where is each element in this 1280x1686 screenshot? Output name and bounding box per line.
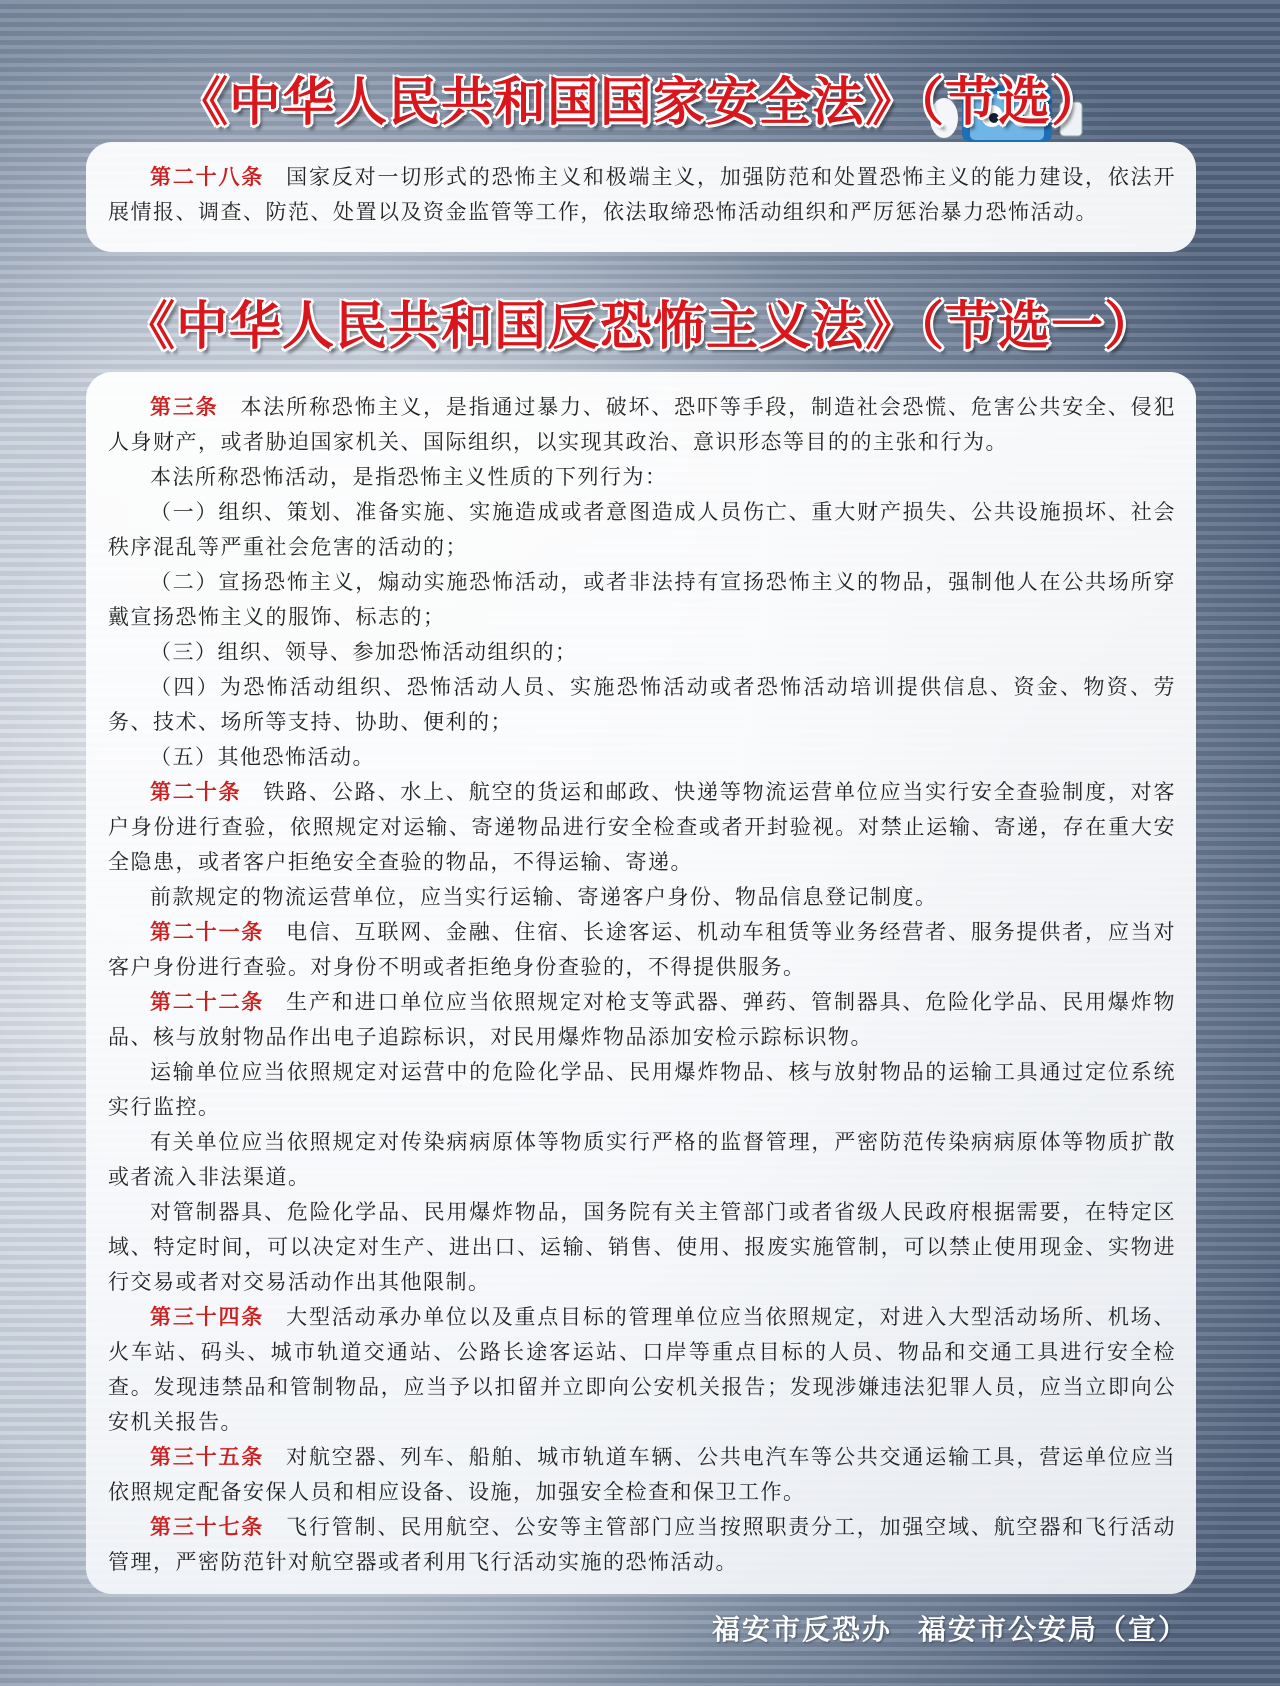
article-label: 第三十四条 [150, 1305, 265, 1329]
article-label: 第三条 [150, 395, 219, 419]
article-text: 生产和进口单位应当依照规定对枪支等武器、弹药、管制器具、危险化学品、民用爆炸物品、核与放射物品作出电子追踪标识，对民用爆炸物品添加安检示踪标识物。 [108, 990, 1177, 1049]
article-text: 对管制器具、危险化学品、民用爆炸物品，国务院有关主管部门或者省级人民政府根据需要，在特定区域、特定时间，可以决定对生产、进出口、运输、销售、使用、报废实施管制，可以禁止使用现金、实物进行交易或者对交易活动作出其他限制。 [108, 1200, 1176, 1294]
footer-publisher [712, 1608, 1188, 1648]
card-counterterrorism-law [86, 372, 1196, 1594]
footer-org-anti-terror-office: 福安市反恐办 [711, 1613, 892, 1646]
article-text: （四）为恐怖活动组织、恐怖活动人员、实施恐怖活动或者恐怖活动培训提供信息、资金、物资、劳务、技术、场所等支持、协助、便利的； [108, 675, 1176, 734]
article-text: 运输单位应当依照规定对运营中的危险化学品、民用爆炸物品、核与放射物品的运输工具通过定位系统实行监控。 [108, 1060, 1176, 1119]
paragraph [108, 915, 1176, 985]
article-text: 国家反对一切形式的恐怖主义和极端主义，加强防范和处置恐怖主义的能力建设，依法开展情报、调查、防范、处置以及资金监管等工作，依法取缔恐怖活动组织和严厉惩治暴力恐怖活动。 [108, 165, 1177, 224]
article-text: （一）组织、策划、准备实施、实施造成或者意图造成人员伤亡、重大财产损失、公共设施损坏、社会秩序混乱等严重社会危害的活动的； [108, 500, 1176, 559]
paragraph [108, 1125, 1176, 1195]
article-label: 第二十二条 [150, 990, 265, 1014]
paragraph [108, 390, 1176, 460]
article-text: （五）其他恐怖活动。 [150, 745, 375, 769]
card-national-security-law [86, 142, 1196, 252]
section-title-counterterrorism-law: 《中华人民共和国反恐怖主义法》（节选一） [122, 297, 1157, 357]
paragraph [108, 740, 1176, 775]
paragraph [108, 985, 1176, 1055]
article-text: 飞行管制、民用航空、公安等主管部门应当按照职责分工，加强空域、航空器和飞行活动管理，严密防范针对航空器或者利用飞行活动实施的恐怖活动。 [108, 1515, 1177, 1574]
paragraph [108, 1055, 1176, 1125]
article-label: 第三十五条 [150, 1445, 265, 1469]
article-label: 第二十条 [150, 780, 242, 804]
article-text: 前款规定的物流运营单位，应当实行运输、寄递客户身份、物品信息登记制度。 [150, 885, 938, 909]
section-title-national-security-law: 《中华人民共和国国家安全法》（节选） [175, 73, 1104, 133]
paragraph [108, 1510, 1176, 1580]
article-text: （三）组织、领导、参加恐怖活动组织的； [150, 640, 578, 664]
article-text: 铁路、公路、水上、航空的货运和邮政、快递等物流运营单位应当实行安全查验制度，对客户身份进行查验，依照规定对运输、寄递物品进行安全检查或者开封验视。对禁止运输、寄递，存在重大安全隐患，或者客户拒绝安全查验的物品，不得运输、寄递。 [108, 780, 1177, 874]
article-text: 电信、互联网、金融、住宿、长途客运、机动车租赁等业务经营者、服务提供者，应当对客户身份进行查验。对身份不明或者拒绝身份查验的，不得提供服务。 [108, 920, 1177, 979]
article-text: 大型活动承办单位以及重点目标的管理单位应当依照规定，对进入大型活动场所、机场、火车站、码头、城市轨道交通站、公路长途客运站、口岸等重点目标的人员、物品和交通工具进行安全检查。发现违禁品和管制物品，应当予以扣留并立即向公安机关报告；发现涉嫌违法犯罪人员，应当立即向公安机关报告。 [108, 1305, 1177, 1434]
paragraph [108, 670, 1176, 740]
article-text: （二）宣扬恐怖主义，煽动实施恐怖活动，或者非法持有宣扬恐怖主义的物品，强制他人在公共场所穿戴宣扬恐怖主义的服饰、标志的； [108, 570, 1176, 629]
paragraph [108, 635, 1176, 670]
article-text: 有关单位应当依照规定对传染病病原体等物质实行严格的监督管理，严密防范传染病病原体等物质扩散或者流入非法渠道。 [108, 1130, 1176, 1189]
paragraph [108, 1195, 1176, 1300]
article-text: 本法所称恐怖主义，是指通过暴力、破坏、恐吓等手段，制造社会恐慌、危害公共安全、侵犯人身财产，或者胁迫国家机关、国际组织，以实现其政治、意识形态等目的的主张和行为。 [108, 395, 1177, 454]
article-label: 第三十七条 [150, 1515, 265, 1539]
paragraph [108, 1300, 1176, 1440]
article-text: 对航空器、列车、船舶、城市轨道车辆、公共电汽车等公共交通运输工具，营运单位应当依照规定配备安保人员和相应设备、设施，加强安全检查和保卫工作。 [108, 1445, 1177, 1504]
paragraph [108, 565, 1176, 635]
paragraph [108, 495, 1176, 565]
article-label: 第二十一条 [150, 920, 265, 944]
paragraph [108, 160, 1176, 230]
paragraph [108, 775, 1176, 880]
article-label: 第二十八条 [150, 165, 265, 189]
paragraph [108, 460, 1176, 495]
paragraph [108, 1440, 1176, 1510]
article-text: 本法所称恐怖活动，是指恐怖主义性质的下列行为： [150, 465, 668, 489]
paragraph [108, 880, 1176, 915]
footer-org-police-bureau: 福安市公安局（宣） [917, 1613, 1188, 1646]
